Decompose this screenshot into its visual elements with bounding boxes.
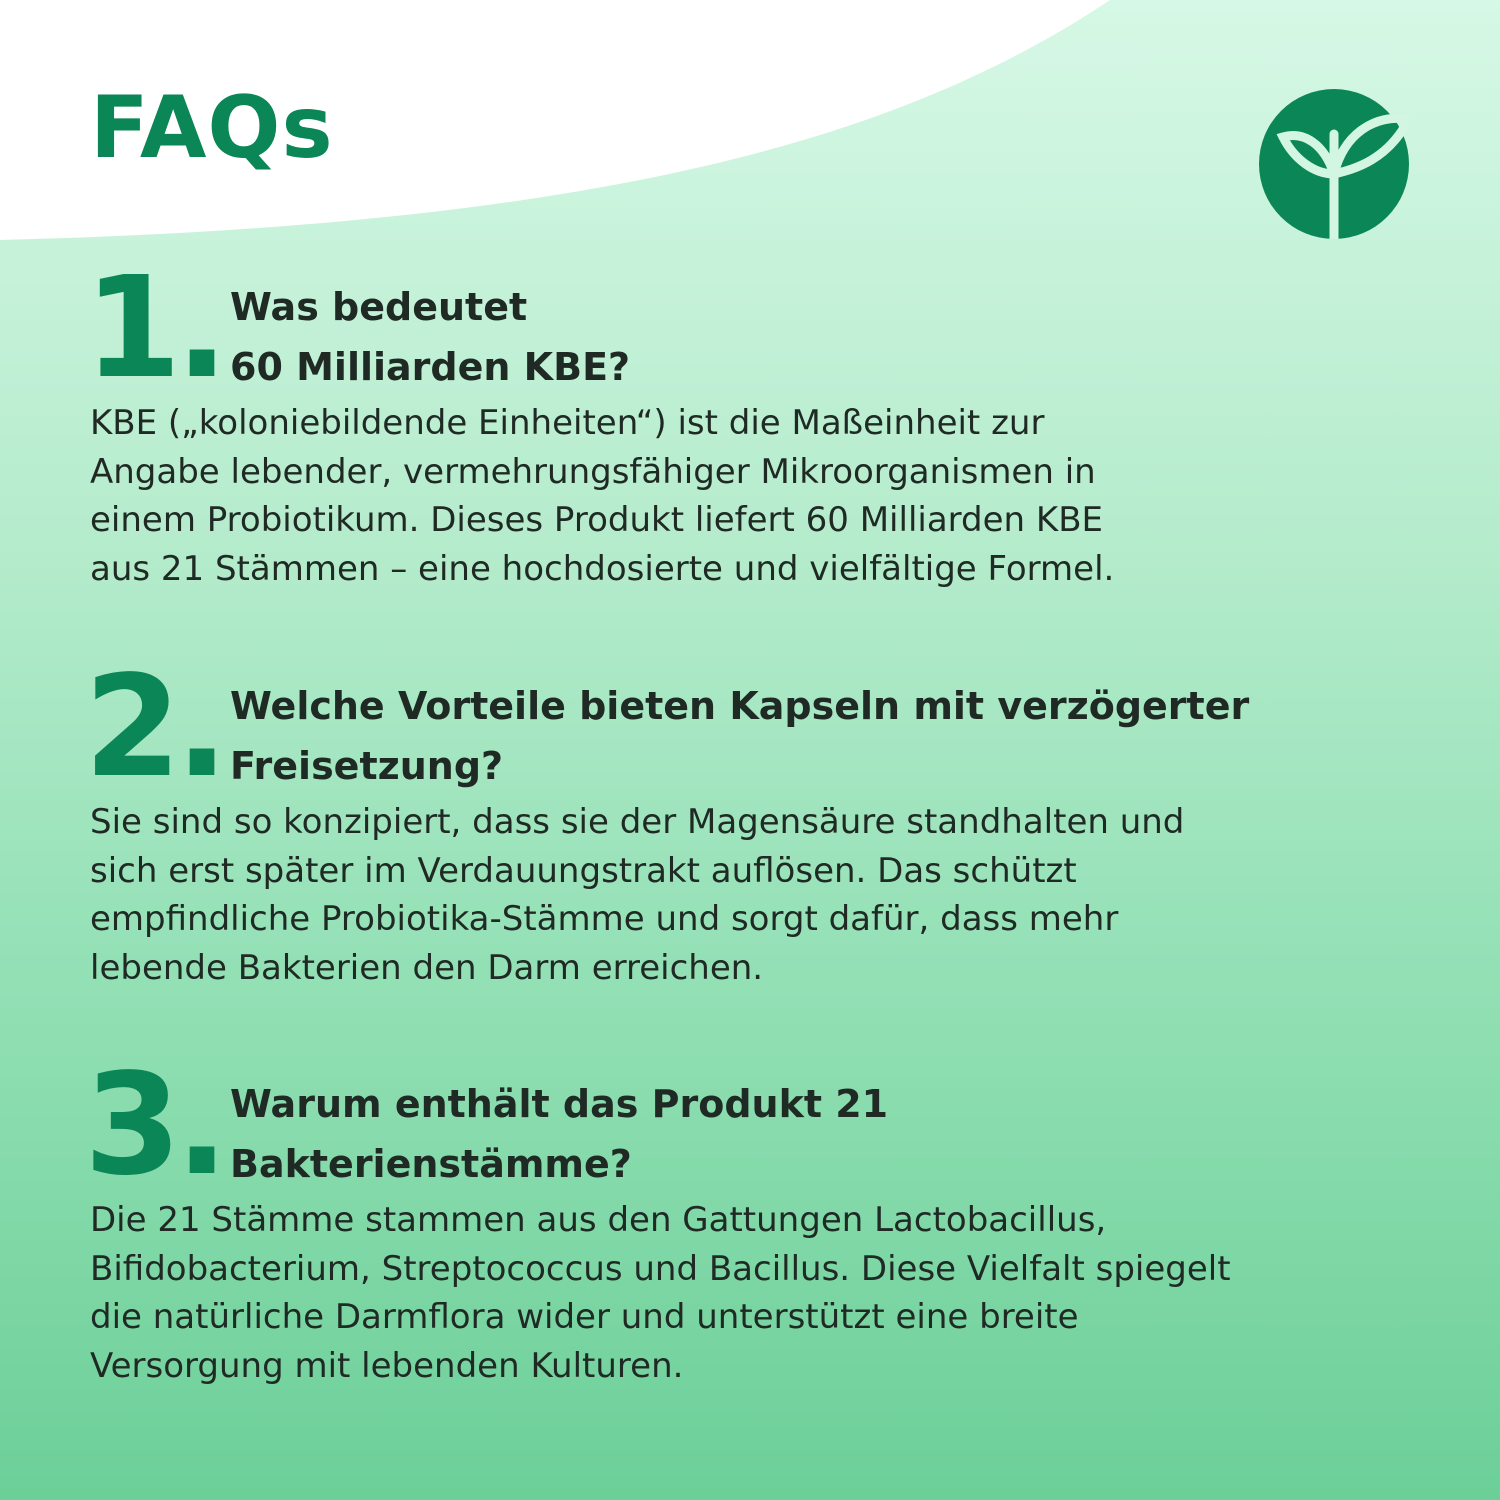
faq-answer xyxy=(90,1196,1231,1390)
faq-question xyxy=(230,277,630,397)
faq-answer xyxy=(90,399,1114,593)
question-line: Bakterienstämme? xyxy=(230,1142,632,1186)
faq-number: 2. xyxy=(84,646,223,809)
faq-number: 1. xyxy=(84,247,223,410)
faq-question xyxy=(230,1074,888,1194)
sprout-icon xyxy=(1259,89,1409,239)
answer-line: einem Probiotikum. Dieses Produkt liefert 60 Milliarden KBE xyxy=(90,500,1104,540)
answer-line: KBE („koloniebildende Einheiten“) ist die Maßeinheit zur xyxy=(90,403,1045,443)
question-line: Welche Vorteile bieten Kapseln mit verzögerter xyxy=(230,684,1250,728)
question-line: Warum enthält das Produkt 21 xyxy=(230,1082,889,1126)
faq-number: 3. xyxy=(84,1044,223,1207)
answer-line: Sie sind so konzipiert, dass sie der Magensäure standhalten und xyxy=(90,802,1185,842)
faq-answer xyxy=(90,798,1184,992)
answer-line: Die 21 Stämme stammen aus den Gattungen Lactobacillus, xyxy=(90,1200,1107,1240)
faq-question xyxy=(230,676,1249,796)
answer-line: sich erst später im Verdauungstrakt auflösen. Das schützt xyxy=(90,850,1077,891)
question-line: Was bedeutet xyxy=(230,285,528,329)
answer-line: empfindliche Probiotika-Stämme und sorgt dafür, dass mehr xyxy=(90,899,1119,939)
answer-line: Bifidobacterium, Streptococcus und Bacillus. Diese Vielfalt spiegelt xyxy=(90,1248,1231,1289)
page-title: FAQs xyxy=(90,78,334,178)
answer-line: Versorgung mit lebenden Kulturen. xyxy=(90,1345,684,1386)
answer-line: aus 21 Stämmen – eine hochdosierte und vielfältige Formel. xyxy=(90,548,1115,589)
answer-line: lebende Bakterien den Darm erreichen. xyxy=(90,947,764,988)
question-line: 60 Milliarden KBE? xyxy=(230,345,631,389)
answer-line: Angabe lebender, vermehrungsfähiger Mikroorganismen in xyxy=(90,451,1096,492)
question-line: Freisetzung? xyxy=(230,744,504,788)
answer-line: die natürliche Darmflora wider und unterstützt eine breite xyxy=(90,1297,1079,1337)
